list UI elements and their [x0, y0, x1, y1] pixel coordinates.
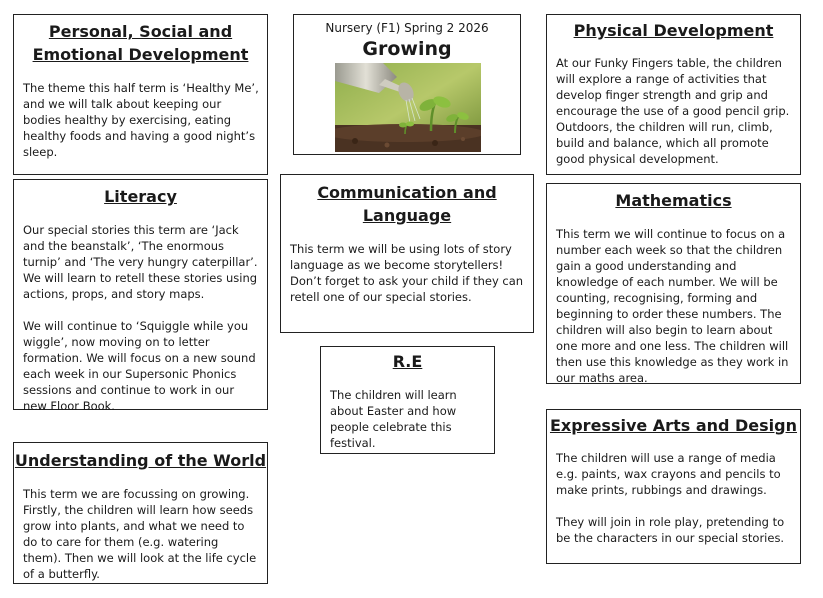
re-paragraph: The children will learn about Easter and how people celebrate this festival.	[330, 388, 457, 450]
psed-paragraph: The theme this half term is ‘Healthy Me’, and we will talk about keeping our bodies healthy by exercising, eating healthy foods and having a good night’s sleep.	[23, 81, 259, 159]
mathematics-paragraph: This term we will continue to focus on a number each week so that the children gain a good understanding and knowledge of each number. We will be counting, recognising, forming and beginning to order these numbers. The children will also begin to learn about one more and one less. The children will then use this knowledge as they work in our maths area.	[556, 227, 789, 385]
watering-can-seedlings-image	[335, 63, 481, 152]
psed-title: Personal, Social and Emotional Development	[32, 22, 249, 64]
re-text	[330, 387, 486, 451]
psed-text	[23, 80, 259, 160]
literacy-text	[23, 222, 259, 414]
communication-language-title: Communication and Language	[317, 183, 497, 225]
page-title: Growing	[362, 38, 452, 60]
re-panel	[320, 346, 495, 454]
literacy-paragraph: We will continue to ‘Squiggle while you wiggle’, now moving on to letter formation. We will focus on a new sound each week in our Supersonic Phonics sessions and continue to work in our new Floor Book.	[23, 319, 256, 413]
understanding-world-panel	[13, 442, 268, 584]
physical-development-title: Physical Development	[573, 21, 774, 40]
physical-development-text	[556, 55, 792, 167]
literacy-title: Literacy	[104, 187, 177, 206]
mathematics-title: Mathematics	[615, 191, 732, 210]
understanding-world-text	[23, 486, 259, 582]
communication-language-text	[290, 241, 525, 305]
physical-development-panel	[546, 14, 801, 175]
mathematics-panel	[546, 183, 801, 384]
expressive-arts-title: Expressive Arts and Design	[549, 416, 798, 435]
literacy-paragraph: Our special stories this term are ‘Jack and the beanstalk’, ‘The enormous turnip’ and ‘The very hungry caterpillar’. We will learn to retell these stories using actions, props, and story maps.	[23, 223, 258, 301]
expressive-arts-paragraph: They will join in role play, pretending to be the characters in our special stories.	[556, 515, 785, 545]
communication-language-panel	[280, 174, 534, 333]
term-subtitle: Nursery (F1) Spring 2 2026	[325, 21, 489, 35]
understanding-world-paragraph: This term we are focussing on growing. Firstly, the children will learn how seeds grow into plants, and what we need to do to care for them (e.g. watering them). Then we will look at the life cycle of a butterfly.	[23, 487, 257, 581]
expressive-arts-paragraph: The children will use a range of media e.g. paints, wax crayons and pencils to make prints, rubbings and drawings.	[556, 451, 781, 497]
header-panel	[293, 14, 521, 155]
communication-language-paragraph: This term we will be using lots of story language as we become storytellers! Don’t forget to ask your child if they can retell one of our special stories.	[290, 242, 524, 304]
literacy-panel	[13, 179, 268, 413]
re-title: R.E	[392, 352, 423, 371]
physical-development-paragraph: At our Funky Fingers table, the children will explore a range of activities that develop finger strength and grip and encourage the use of a good pencil grip. Outdoors, the children will run, climb, build and balance, which all promote good physical development.	[556, 56, 790, 166]
understanding-world-title: Understanding of the World	[14, 451, 267, 470]
mathematics-text	[556, 226, 792, 386]
expressive-arts-panel	[546, 409, 801, 564]
psed-panel	[13, 14, 268, 175]
expressive-arts-text	[556, 450, 792, 546]
